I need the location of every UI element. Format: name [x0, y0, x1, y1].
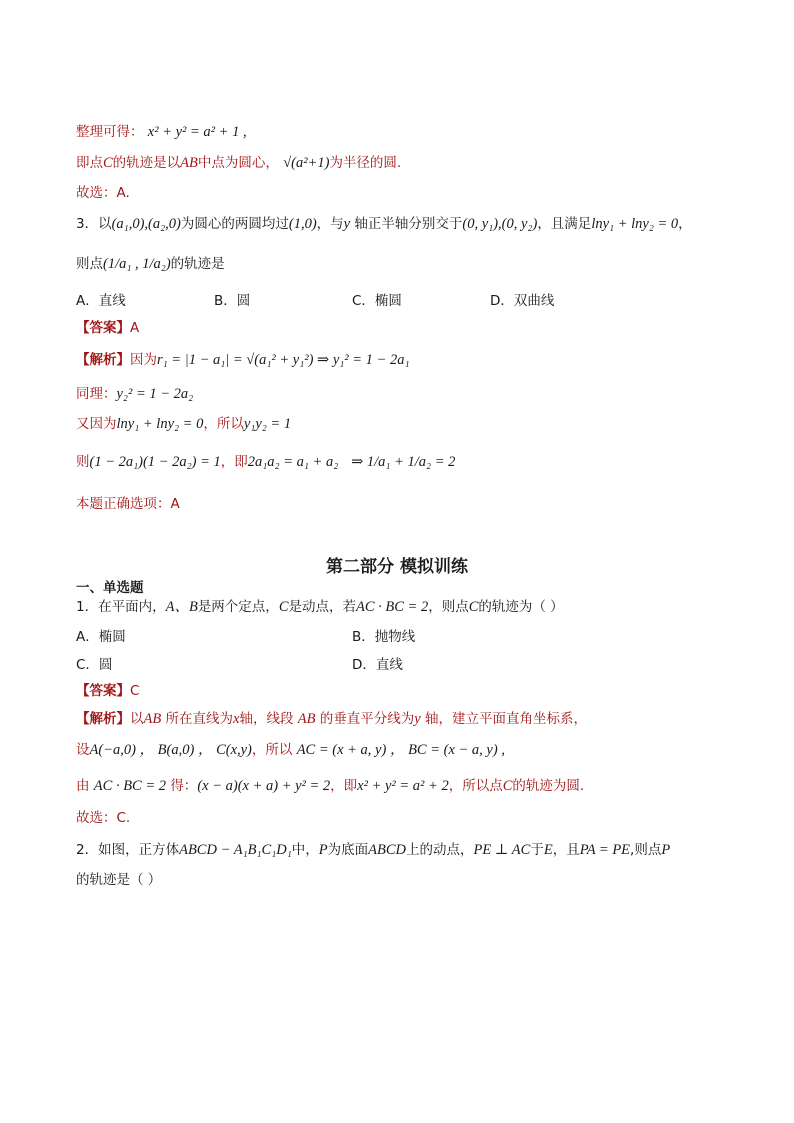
text: ，则点 — [428, 599, 469, 615]
q3-also — [76, 414, 291, 434]
q3-option-d: D．双曲线 — [490, 293, 555, 309]
math: (1,0) — [288, 216, 317, 232]
s1-option-d: D．直线 — [352, 657, 403, 673]
math: ABCD − A₁B₁C₁D₁ — [179, 842, 292, 858]
text: ,则点 — [630, 842, 662, 858]
text: 由 — [76, 778, 90, 794]
q3-then — [76, 452, 455, 472]
math: (1 − 2a₁)(1 − 2a₂) = 1 — [89, 454, 221, 470]
math: AB — [297, 711, 316, 727]
math: ABCD — [368, 842, 406, 858]
math: C — [278, 599, 289, 615]
prev-solution-line-3: 故选：A. — [76, 185, 130, 201]
math: x — [233, 711, 240, 727]
text: ，所以 — [251, 742, 293, 758]
text: 是两个定点， — [197, 599, 279, 615]
q3-analysis — [76, 350, 410, 370]
text: 轴正半轴分别交于 — [354, 216, 463, 232]
text: 为圆心的两圆均过 — [180, 216, 289, 232]
math: PA = PE — [579, 842, 631, 858]
text: 得： — [170, 778, 198, 794]
s1-final: 故选：C. — [76, 810, 131, 826]
text: 又因为 — [76, 416, 117, 432]
text: 的轨迹是以 — [112, 155, 181, 171]
text: ，所以点 — [448, 778, 503, 794]
text: 3．以 — [76, 216, 112, 232]
text: 于 — [530, 842, 544, 858]
s2-stem-line-2: 的轨迹是（ ） — [76, 872, 162, 888]
math: r₁ = |1 − a₁| = √(a₁² + y₁²) ⇒ y₁² = 1 − 2a₁ — [157, 352, 410, 368]
text: 上的动点， — [405, 842, 474, 858]
math: y — [414, 711, 421, 727]
s1-option-a: A．椭圆 — [76, 629, 126, 645]
math: x² + y² = a² + 2 — [357, 778, 449, 794]
math: AC · BC = 2 — [355, 599, 429, 615]
text: 即点 — [76, 155, 103, 171]
answer-tag: 【答案】 — [76, 320, 130, 336]
answer-value: A — [130, 320, 140, 336]
text: ，与 — [316, 216, 344, 232]
math: lny₁ + lny₂ = 0 — [591, 216, 679, 232]
prev-solution-line-1 — [76, 122, 247, 142]
equation: x² + y² = a² + 1 , — [147, 124, 247, 140]
subsection-title: 一、单选题 — [76, 580, 144, 596]
text: 为底面 — [327, 842, 369, 858]
text: ，且满足 — [537, 216, 592, 232]
text: ，即 — [330, 778, 358, 794]
segment-ab: AB — [180, 155, 198, 171]
text: 中， — [291, 842, 319, 858]
text: 中点为圆心， — [197, 155, 279, 171]
q3-option-a: A．直线 — [76, 293, 126, 309]
text: 的轨迹为（ ） — [478, 599, 564, 615]
analysis-tag: 【解析】 — [76, 352, 130, 368]
q3-final: 本题正确选项：A — [76, 496, 180, 512]
math: P — [661, 842, 671, 858]
s1-set — [76, 740, 505, 760]
analysis-tag: 【解析】 — [76, 711, 130, 727]
q3-answer — [76, 318, 139, 338]
s1-by — [76, 776, 584, 796]
math: y₁y₂ = 1 — [243, 416, 292, 432]
s1-answer — [76, 681, 139, 701]
math: P — [318, 842, 328, 858]
text: 因为 — [130, 352, 157, 368]
math: AC · BC = 2 — [93, 778, 167, 794]
math: AB — [143, 711, 162, 727]
text: 则点 — [76, 256, 103, 272]
label: 整理可得： — [76, 124, 144, 140]
text: 轴，建立平面直角坐标系， — [425, 711, 587, 727]
text: 的轨迹是 — [170, 256, 225, 272]
s1-option-b: B．抛物线 — [352, 629, 416, 645]
text: 轴，线段 — [239, 711, 294, 727]
s2-stem-line-1 — [76, 840, 670, 860]
math: y — [343, 216, 351, 232]
math: ⇒ 1/a₁ + 1/a₂ = 2 — [351, 454, 456, 470]
q3-option-c: C．椭圆 — [352, 293, 402, 309]
text: 为半径的圆. — [329, 155, 402, 171]
text: 1．在平面内， — [76, 599, 166, 615]
text: 则 — [76, 454, 90, 470]
s1-analysis — [76, 709, 587, 729]
math: y₂² = 1 − 2a₂ — [116, 386, 194, 402]
text: 同理： — [76, 386, 117, 402]
math: E — [543, 842, 553, 858]
math: C — [468, 599, 479, 615]
q3-same — [76, 384, 193, 404]
text: 是动点，若 — [288, 599, 356, 615]
math: A、B — [165, 599, 198, 615]
math: (x − a)(x + a) + y² = 2 — [197, 778, 331, 794]
answer-value: C — [130, 683, 140, 699]
prev-solution-line-2 — [76, 153, 401, 173]
math: A(−a,0) ， B(a,0) ， C(x,y) — [89, 742, 252, 758]
text: 2．如图，正方体 — [76, 842, 180, 858]
math: AC = (x + a, y) ， BC = (x − a, y) , — [296, 742, 505, 758]
text: 的轨迹为圆. — [512, 778, 585, 794]
text: 以 — [130, 711, 144, 727]
q3-stem-line-1 — [76, 214, 692, 234]
text: 所在直线为 — [165, 711, 234, 727]
s1-option-c: C．圆 — [76, 657, 113, 673]
answer-tag: 【答案】 — [76, 683, 130, 699]
math: lny₁ + lny₂ = 0 — [116, 416, 204, 432]
s1-stem — [76, 597, 564, 617]
q3-option-b: B．圆 — [214, 293, 251, 309]
text: 设 — [76, 742, 90, 758]
math: 2a₁a₂ = a₁ + a₂ — [247, 454, 339, 470]
section-title: 第二部分 模拟训练 — [326, 557, 468, 577]
text: ，所以 — [203, 416, 244, 432]
math: (0, y₁),(0, y₂) — [462, 216, 538, 232]
q3-stem-line-2 — [76, 254, 225, 274]
text: 的垂直平分线为 — [319, 711, 415, 727]
math: PE ⊥ AC — [473, 842, 531, 858]
text: ，即 — [220, 454, 248, 470]
text: ， — [678, 216, 692, 232]
radius-expr: √(a²+1) — [283, 155, 330, 171]
point-c: C — [103, 155, 113, 171]
math: C — [502, 778, 513, 794]
text: ，且 — [552, 842, 580, 858]
math: (1/a₁ , 1/a₂) — [103, 256, 171, 272]
math: (a₁,0),(a₂,0) — [111, 216, 181, 232]
